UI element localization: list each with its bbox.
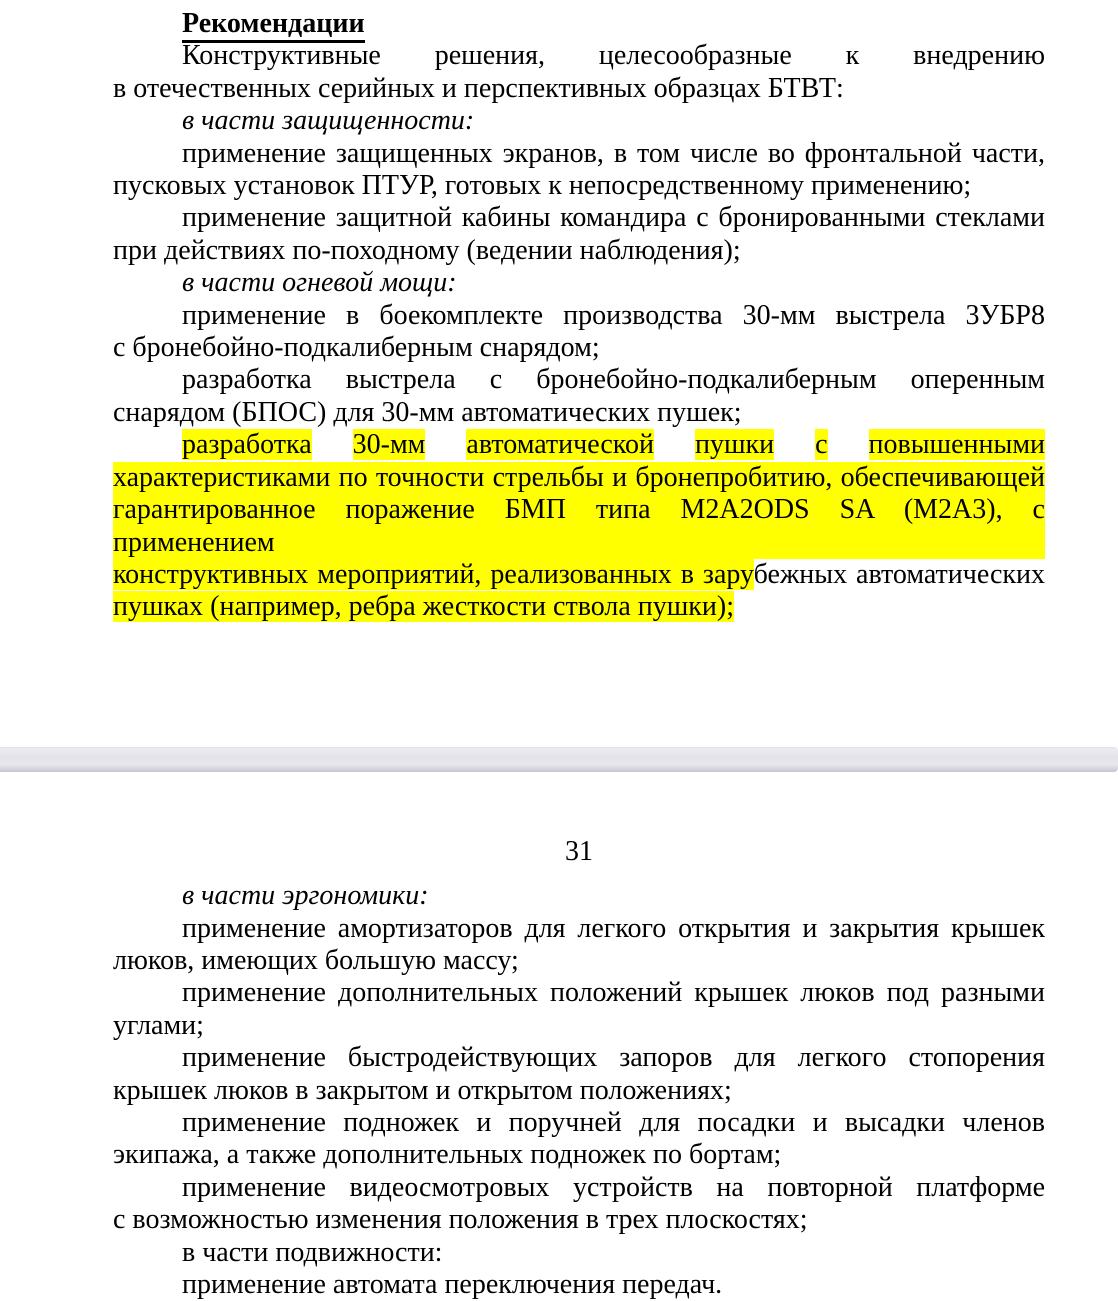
page-31: [0, 836, 1118, 1301]
subsection-heading: в части огневой мощи:: [182, 267, 457, 299]
highlight-segment: разработка: [182, 429, 312, 461]
text-line: углами;: [113, 1009, 204, 1041]
highlight-segment: автоматической: [466, 429, 654, 461]
text-line: применение подножек и поручней для посадки и высадки членов: [182, 1106, 1045, 1138]
highlighted-line: гарантированное поражение БМП типа M2A2ODS SA (M2A3), с применением: [113, 494, 1045, 558]
highlight-segment: 30-мм: [352, 429, 426, 461]
text-line: снарядом (БПОС) для 30-мм автоматических пушек;: [113, 396, 742, 428]
text-line: применение защищенных экранов, в том числе во фронтальной части,: [182, 137, 1045, 169]
section-heading: [113, 8, 1045, 40]
text-line: применение быстродействующих запоров для легкого стопорения: [182, 1042, 1045, 1074]
highlight-segment: конструктивных мероприятий, реализованных в зару: [113, 558, 754, 590]
text-line: применение в боекомплекте производства 30-мм выстрела 3УБР8: [182, 299, 1045, 331]
text-line: в отечественных серийных и перспективных образцах БТВТ:: [113, 72, 844, 104]
highlighted-line: [113, 429, 1045, 461]
text-line: применение дополнительных положений крышек люков под разными: [182, 977, 1045, 1009]
text-line: при действиях по-походному (ведении наблюдения);: [113, 234, 741, 266]
page-30: [0, 0, 1118, 624]
page-break-divider: [0, 747, 1118, 772]
subsection-heading: в части подвижности:: [182, 1236, 443, 1268]
text-line: люков, имеющих большую массу;: [113, 944, 519, 976]
highlighted-line: конструктивных мероприятий, реализованных в зарубежных автоматических: [113, 558, 1046, 590]
text-line: пусковых установок ПТУР, готовых к непосредственному применению;: [113, 170, 972, 202]
highlighted-line: характеристиками по точности стрельбы и бронепробитию, обеспечивающей: [113, 461, 1045, 493]
subsection-heading: в части защищенности:: [182, 105, 475, 137]
text-line: применение автомата переключения передач.: [182, 1269, 723, 1300]
highlight-segment: пушках (например, ребра жесткости ствола пушки);: [113, 591, 734, 623]
text-line: с бронебойно-подкалиберным снарядом;: [113, 332, 600, 364]
text-line: Конструктивные решения, целесообразные к внедрению: [182, 40, 1045, 72]
highlight-segment: пушки: [694, 429, 775, 461]
subsection-heading: в части эргономики:: [182, 880, 429, 912]
highlight-segment: с: [815, 429, 828, 461]
section-heading-text: Рекомендации: [182, 8, 365, 43]
highlighted-line: [113, 591, 1045, 623]
text-line: крышек люков в закрытом и открытом положениях;: [113, 1074, 732, 1106]
page-30-text: [113, 8, 1045, 624]
text-line: применение видеосмотровых устройств на повторной платформе: [182, 1171, 1045, 1203]
text-line: экипажа, а также дополнительных подножек по бортам;: [113, 1139, 782, 1171]
text-line: разработка выстрела с бронебойно-подкалиберным оперенным: [182, 364, 1045, 396]
text-line: применение амортизаторов для легкого открытия и закрытия крышек: [182, 912, 1045, 944]
page-31-text: [113, 880, 1045, 1301]
page-number: 31: [565, 835, 593, 867]
text-line: применение защитной кабины командира с бронированными стеклами: [182, 202, 1045, 234]
text-line: с возможностью изменения положения в трех плоскостях;: [113, 1204, 808, 1236]
highlight-segment: повышенными: [868, 429, 1046, 461]
